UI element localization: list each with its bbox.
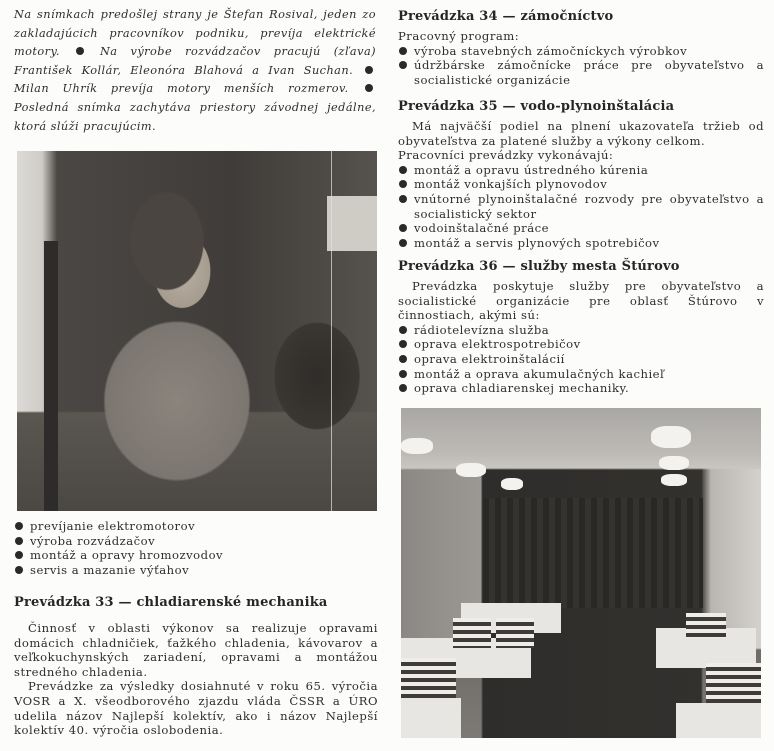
photo-caption [14,6,376,136]
list-item-text: montáž a opravu ústredného kúrenia [414,162,649,177]
photo-detail [453,618,491,648]
photo-detail [401,658,456,698]
list-item [398,323,764,338]
list-item-text: oprava chladiarenskej mechaniky. [414,381,630,396]
bullet-icon [399,355,407,363]
list-item [398,177,764,192]
photo-detail [44,241,58,511]
list-item-text: výroba rozvádzačov [30,533,156,548]
section-title: Prevádzka 35 — vodo-plynoinštalácia [398,99,675,114]
photo-detail [496,618,534,648]
list-item [398,221,764,236]
bullet-icon [399,340,407,348]
photo-detail [327,196,377,251]
list-item [398,367,764,382]
bullet-icon [399,166,407,174]
photo-worker [17,151,377,511]
photo-detail [676,703,761,738]
photo-detail [661,474,687,486]
list-item-text: oprava elektroinštalácií [414,351,565,366]
bullet-icon [76,47,84,55]
section-35 [398,99,764,250]
list-item-text: montáž a servis plynových spotrebičov [414,235,660,250]
list-item [14,534,378,549]
list-item [398,163,764,178]
section-paragraph: Má najväčší podiel na plnení ukazovateľa tržieb od obyvateľstva za platené služby a výkony celkom. [398,119,764,148]
bullet-icon [399,370,407,378]
bullet-icon [365,84,373,92]
list-item-text: servis a mazanie výťahov [30,562,190,577]
list-item-text: prevíjanie elektromotorov [30,519,196,533]
list-item-text: oprava elektrospotrebičov [414,337,581,352]
photo-detail [651,426,691,448]
photo-detail [401,698,461,738]
list-item-text: montáž vonkajších plynovodov [414,177,608,192]
photo-detail [501,478,523,490]
section-34 [398,9,764,87]
bullet-icon [399,326,407,334]
section-title: Prevádzka 36 — služby mesta Štúrovo [398,259,680,274]
photo-detail [456,463,486,477]
bullet-icon [399,224,407,232]
caption-segment: Milan Uhrík prevíja motory menších rozmerov. [14,82,349,96]
list-item-text: vodoinštalačné práce [414,221,549,236]
list-item-text: rádiotelevízna služba [414,322,550,337]
section-title: Prevádzka 33 — chladiarenské mechanika [14,595,328,610]
section-paragraph: Činnosť v oblasti výkonov sa realizuje opravami domácich chladničiek, ťažkého chladenia, kávovarov a veľkokuchynských zariadení, opravami a montážou stredného chladenia. [14,621,378,679]
list-item [398,192,764,221]
bullet-icon [15,522,23,530]
list-item [398,58,764,87]
bullet-icon [399,47,407,55]
photo-detail [686,613,726,638]
list-item-text: montáž a opravy hromozvodov [30,548,224,563]
photo-detail [659,456,689,470]
photo-canteen [401,408,761,738]
bullet-icon [15,566,23,574]
list-item [398,236,764,251]
bullet-icon [399,384,407,392]
bullet-icon [399,195,407,203]
photo-detail [401,438,433,454]
caption-segment: Posledná snímka zachytáva priestory závodnej jedálne, ktorá slúži pracujúcim. [14,100,376,133]
section-33 [14,595,378,738]
list-item-text: vnútorné plynoinštalačné rozvody pre obyvateľstvo a socialistický sektor [414,191,764,221]
bullet-icon [399,180,407,188]
section-36 [398,259,764,396]
left-service-list [14,519,378,577]
list-item [14,548,378,563]
photo-detail [706,663,761,703]
bullet-icon [15,551,23,559]
bullet-icon [399,239,407,247]
section-paragraph: Prevádzka poskytuje služby pre obyvateľstvo a socialistické organizácie pre oblasť Štúrovo v činnostiach, akými sú: [398,279,764,323]
list-item [398,337,764,352]
list-item-text: montáž a oprava akumulačných kachieľ [414,366,665,381]
list-item [398,352,764,367]
list-item [14,519,378,534]
section-paragraph: Prevádzke za výsledky dosiahnuté v roku 65. výročia VOSR a X. všeodborového zjazdu vláda ČSSR a ÚRO udelila názov Najlepší kolektív, ako i názov Najlepší kolektív 40. výročia oslobodenia. [14,679,378,738]
bullet-icon [365,66,373,74]
caption-segment: Na snímkach predošlej strany je Štefan Rosival, jeden zo zakladajúcich pracovníkov podniku, prevíja elektrické motory. [14,8,376,59]
section-intro: Pracovníci prevádzky vykonávajú: [398,148,614,163]
bullet-icon [15,537,23,545]
list-item [398,381,764,396]
list-item-text: výroba stavebných zámočníckych výrobkov [414,43,688,58]
bullet-icon [399,61,407,69]
list-item [14,563,378,578]
photo-detail [331,151,332,511]
list-item [398,44,764,59]
section-intro: Pracovný program: [398,29,520,43]
photo-detail [483,498,703,608]
caption-segment: Na výrobe rozvádzačov pracujú (zľava) František Kollár, Eleonóra Blahová a Ivan Suchan. [14,45,376,77]
list-item-text: údržbárske zámočnícke práce pre obyvateľstvo a socialistické organizácie [414,58,764,87]
section-title: Prevádzka 34 — zámočníctvo [398,9,614,24]
